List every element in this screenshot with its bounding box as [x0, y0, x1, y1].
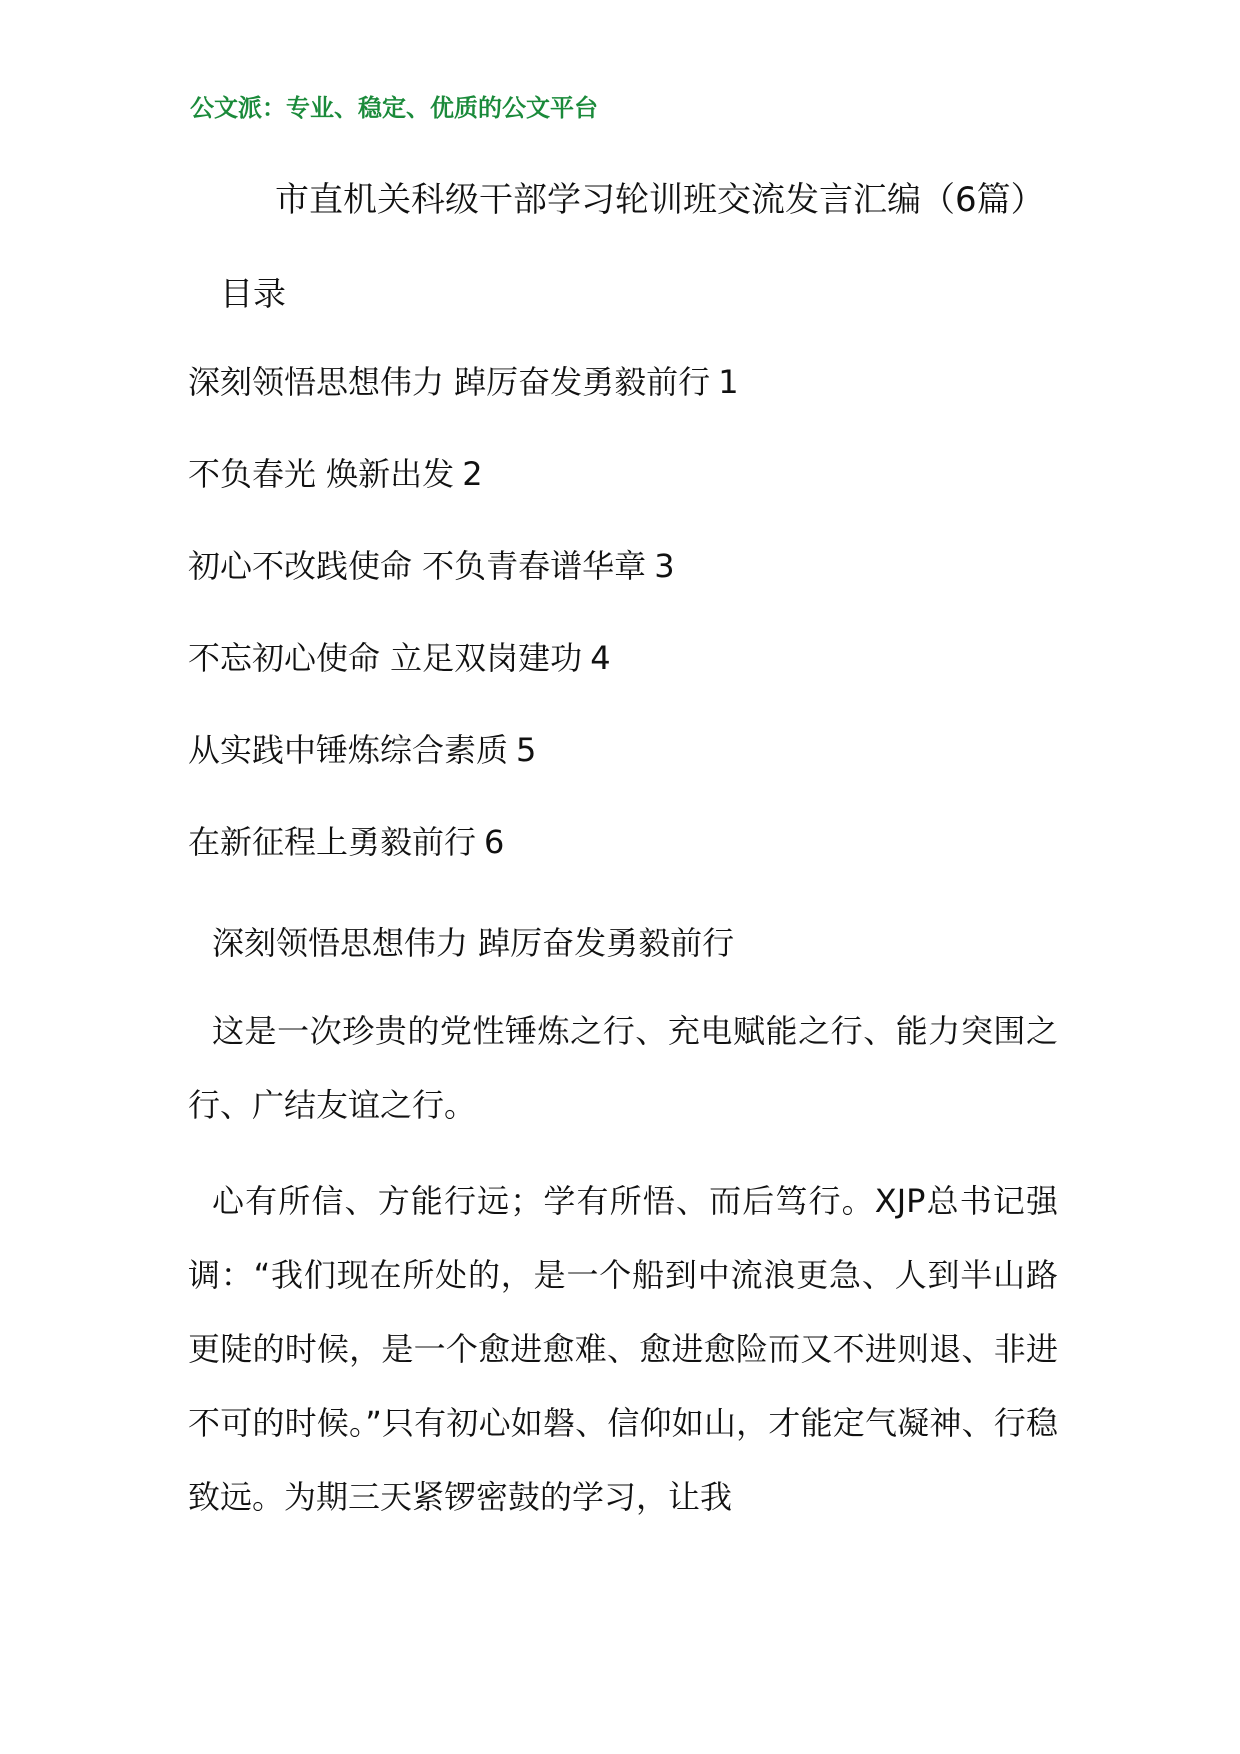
- body-paragraph: 心有所信、方能行远；学有所悟、而后笃行。XJP总书记强调：“我们现在所处的，是一个船到中流浪更急、人到半山路更陡的时候，是一个愈进愈难、愈进愈险而又不进则退、非进不可的时候。”只有初心如磐、信仰如山，才能定气凝神、行稳致远。为期三天紧锣密鼓的学习，让我: [188, 1182, 1058, 1516]
- toc-item[interactable]: [188, 730, 739, 822]
- toc-item-page: 2: [462, 455, 483, 493]
- toc-item-title: 从实践中锤炼综合素质: [188, 731, 509, 769]
- document-title: 市直机关科级干部学习轮训班交流发言汇编（6篇）: [275, 180, 1045, 220]
- toc-item[interactable]: [188, 822, 739, 914]
- toc-item[interactable]: [188, 638, 739, 730]
- body-paragraph: 这是一次珍贵的党性锤炼之行、充电赋能之行、能力突围之行、广结友谊之行。: [188, 1012, 1058, 1124]
- toc-item-page: 3: [654, 547, 675, 585]
- toc-item[interactable]: [188, 362, 739, 454]
- toc-item-page: 4: [590, 639, 611, 677]
- toc-item-page: 5: [516, 731, 537, 769]
- header-brand: 公文派：专业、稳定、优质的公文平台: [190, 94, 598, 122]
- toc-item-page: 6: [484, 823, 505, 861]
- toc-heading: 目录: [220, 274, 286, 313]
- toc-item-title: 在新征程上勇毅前行: [188, 823, 477, 861]
- toc-item-title: 初心不改践使命 不负青春谱华章: [188, 547, 647, 585]
- toc-item-title: 深刻领悟思想伟力 踔厉奋发勇毅前行: [188, 363, 711, 401]
- toc-item-page: 1: [718, 363, 739, 401]
- toc-item-title: 不忘初心使命 立足双岗建功: [188, 639, 583, 677]
- toc-item-title: 不负春光 焕新出发: [188, 455, 455, 493]
- toc-item[interactable]: [188, 546, 739, 638]
- section-heading: 深刻领悟思想伟力 踔厉奋发勇毅前行: [212, 924, 735, 962]
- table-of-contents: [188, 362, 739, 914]
- toc-item[interactable]: [188, 454, 739, 546]
